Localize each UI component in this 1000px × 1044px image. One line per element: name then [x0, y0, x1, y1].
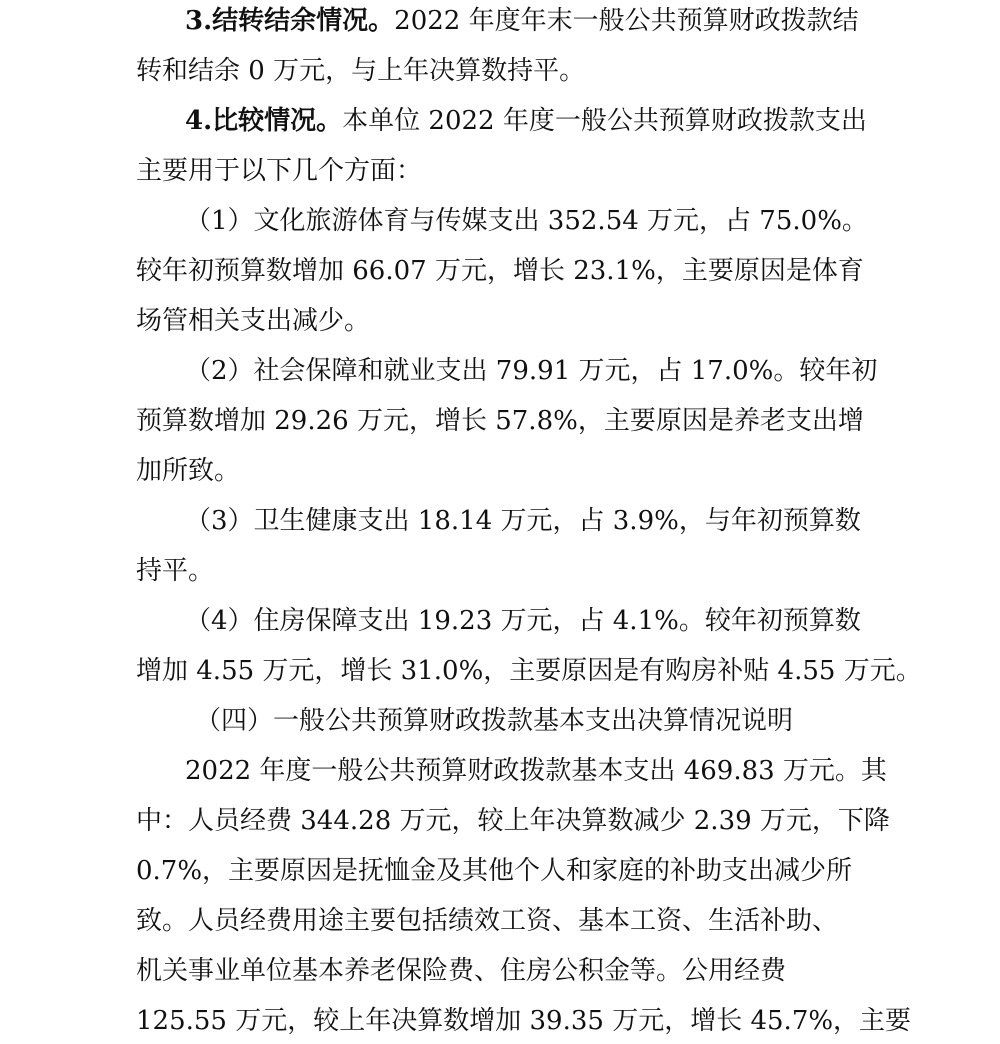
basic-line4: 致。人员经费用途主要包括绩效工资、基本工资、生活补助、 — [136, 906, 839, 936]
basic-line2: 中：人员经费 344.28 万元，较上年决算数减少 2.39 万元，下降 — [136, 806, 890, 836]
section4-text: 本单位 2022 年度一般公共预算财政拨款支出 — [342, 106, 867, 136]
section4-lead: 4.比较情况。 — [185, 106, 343, 136]
item2-line2: 预算数增加 29.26 万元，增长 57.8%，主要原因是养老支出增 — [136, 406, 864, 436]
section4-line1 — [185, 104, 867, 138]
basic-line1: 2022 年度一般公共预算财政拨款基本支出 469.83 万元。其 — [185, 756, 887, 786]
item2-line1: （2）社会保障和就业支出 79.91 万元，占 17.0%。较年初 — [185, 356, 878, 386]
section3-text: 2022 年度年末一般公共预算财政拨款结 — [394, 6, 859, 36]
basic-line5: 机关事业单位基本养老保险费、住房公积金等。公用经费 — [136, 956, 787, 986]
section3-line2: 转和结余 0 万元，与上年决算数持平。 — [136, 56, 586, 86]
item4-line1: （4）住房保障支出 19.23 万元，占 4.1%。较年初预算数 — [185, 606, 861, 636]
section3-line1 — [185, 4, 859, 38]
item4-line2: 增加 4.55 万元，增长 31.0%，主要原因是有购房补贴 4.55 万元。 — [136, 656, 922, 686]
basic-line3: 0.7%，主要原因是抚恤金及其他个人和家庭的补助支出减少所 — [136, 856, 853, 886]
item1-line1: （1）文化旅游体育与传媒支出 352.54 万元，占 75.0%。 — [185, 206, 868, 236]
basic-line6: 125.55 万元，较上年决算数增加 39.35 万元，增长 45.7%，主要 — [136, 1006, 912, 1036]
item1-line3: 场管相关支出减少。 — [136, 306, 371, 336]
item3-line1: （3）卫生健康支出 18.14 万元，占 3.9%，与年初预算数 — [185, 506, 861, 536]
section-heading: （四）一般公共预算财政拨款基本支出决算情况说明 — [195, 706, 794, 736]
item2-line3: 加所致。 — [136, 456, 241, 486]
item3-line2: 持平。 — [136, 556, 215, 586]
section4-line2: 主要用于以下几个方面： — [136, 156, 423, 186]
item1-line2: 较年初预算数增加 66.07 万元，增长 23.1%，主要原因是体育 — [136, 256, 864, 286]
section3-lead: 3.结转结余情况。 — [185, 6, 395, 36]
